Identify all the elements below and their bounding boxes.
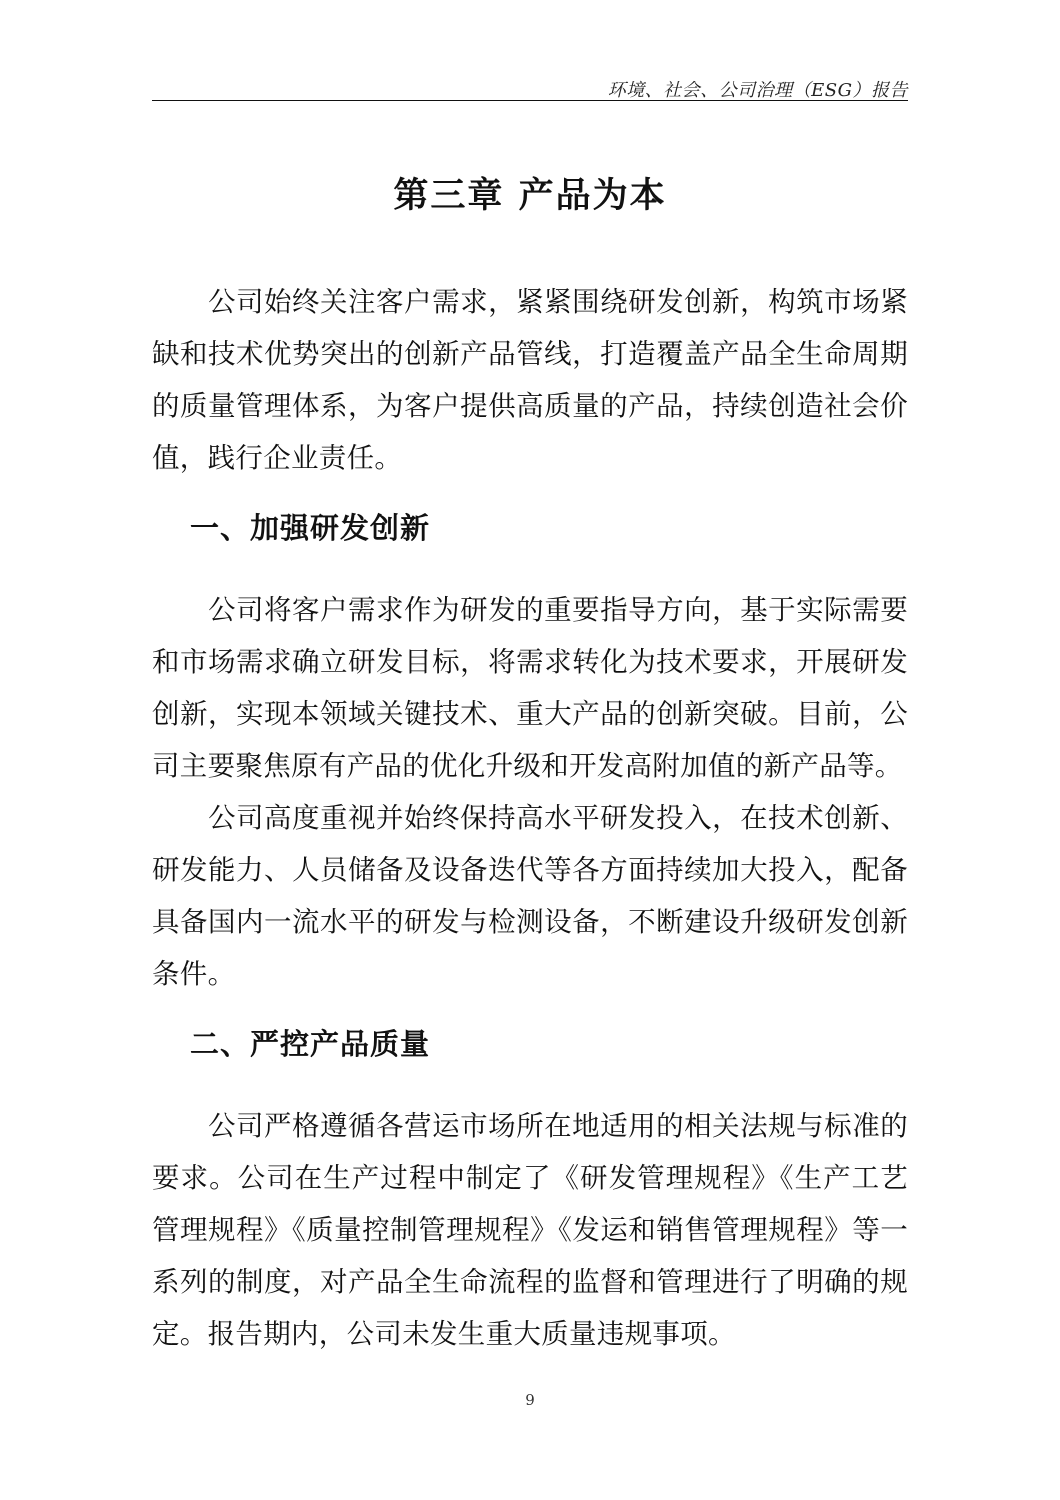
running-header: 环境、社会、公司治理（ESG）报告: [607, 80, 908, 101]
section-paragraph: 公司严格遵循各营运市场所在地适用的相关法规与标准的要求。公司在生产过程中制定了《研发管理规程》《生产工艺管理规程》《质量控制管理规程》《发运和销售管理规程》等一系列的制度，对产品全生命流程的监督和管理进行了明确的规定。报告期内，公司未发生重大质量违规事项。: [152, 1110, 908, 1350]
section-heading-quality-control: 二、严控产品质量: [190, 1027, 431, 1061]
document-page: [152, 0, 908, 1500]
chapter-intro-paragraph: 公司始终关注客户需求，紧紧围绕研发创新，构筑市场紧缺和技术优势突出的创新产品管线，打造覆盖产品全生命周期的质量管理体系，为客户提供高质量的产品，持续创造社会价值，践行企业责任。: [152, 286, 908, 474]
section-heading-rd-innovation: 一、加强研发创新: [190, 511, 431, 545]
header-divider: [152, 100, 908, 101]
section-paragraph: 公司将客户需求作为研发的重要指导方向，基于实际需要和市场需求确立研发目标，将需求转化为技术要求，开展研发创新，实现本领域关键技术、重大产品的创新突破。目前，公司主要聚焦原有产品的优化升级和开发高附加值的新产品等。: [152, 594, 908, 782]
section-paragraph: 公司高度重视并始终保持高水平研发投入，在技术创新、研发能力、人员储备及设备迭代等各方面持续加大投入，配备具备国内一流水平的研发与检测设备，不断建设升级研发创新条件。: [152, 802, 908, 990]
chapter-title: 第三章 产品为本: [393, 176, 667, 216]
page-number: 9: [525, 1391, 535, 1409]
